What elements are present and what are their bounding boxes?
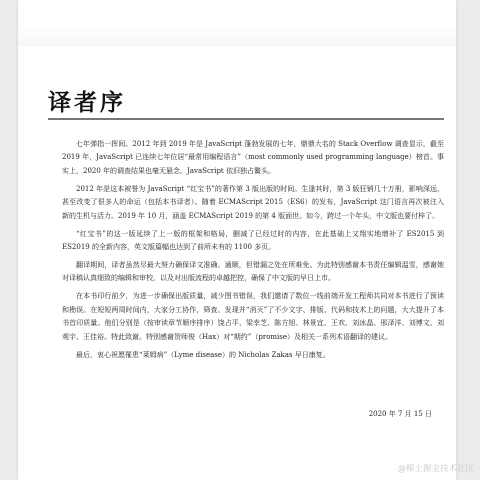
preface-body	[62, 138, 444, 367]
paragraph: “红宝书”的这一版延续了上一版的框架和格局，删减了已经过时的内容，在此基础上又翔实地增补了 ES2015 到 ES2019 的全新内容，英文版篇幅也达到了前所未有的 1100 多页。	[62, 229, 444, 252]
paragraph: 在本书印行前夕，为进一步确保出版质量，减少图书错误，我们邀请了数位一线前端开发工程师共同对本书进行了预读和勘误。在短短两周时间内，大家分工协作，筛查、发现并“消灭”了不少文字、排版、代码和技术上的问题，大大提升了本书首印质量。他们分别是（按审读章节顺序排序）饶占平、梁幸芝、陈方旭、林景宜、王欢、刘冰晶、邢泽洋、刘博文、刘观宇、王佳裕。特此致谢。特别感谢贺师俊（Hax）对“期约”（promise）及相关一系列术语翻译的建议。	[62, 292, 444, 341]
page-header-band	[18, 0, 456, 46]
watermark-text: @稀土掘金技术社区	[397, 464, 474, 474]
paragraph: 最后，衷心祝愿罹患“莱姆病”（Lyme disease）的 Nicholas Zakas 早日康复。	[76, 350, 330, 359]
paragraph: 2012 年是这本被誉为 JavaScript “红宝书”的著作第 3 版出版的时间。生逢其时，第 3 版狂销几十万册，影响深远，甚至改变了很多人的命运（包括本书译者）。随着 ECMAScript 2015（ES6）的发布，JavaScript 这门语言再次被注入新的生机与活力。2019 年 10 月，涵盖 ECMAScript 2019 的第 4 版面世。如今，跨过一个年头，中文版也要付梓了。	[62, 184, 444, 220]
document-page	[18, 0, 456, 480]
title-divider	[48, 118, 444, 120]
signature-date: 2020 年 7 月 15 日	[368, 410, 432, 418]
paragraph: 翻译期间，译者虽然尽最大努力确保译文准确、通顺，但错漏之处在所难免。为此特别感谢本书责任编辑温雪，感谢她对译稿认真细致的编辑和审校，以及对出版流程的卓越把控，确保了中文版的早日上市。	[62, 261, 444, 283]
page-title: 译者序	[48, 90, 126, 116]
paragraph: 七年弹指一挥间。2012 年到 2019 年是 JavaScript 蓬勃发展的七年，鼎鼎大名的 Stack Overflow 调查显示，截至 2019 年，JavaScript 已连续七年位居“最常用编程语言”（most commonly used programming language）榜首。事实上，2020 年的调查结果也毫无悬念，JavaScript 依旧独占鳌头。	[62, 140, 444, 175]
